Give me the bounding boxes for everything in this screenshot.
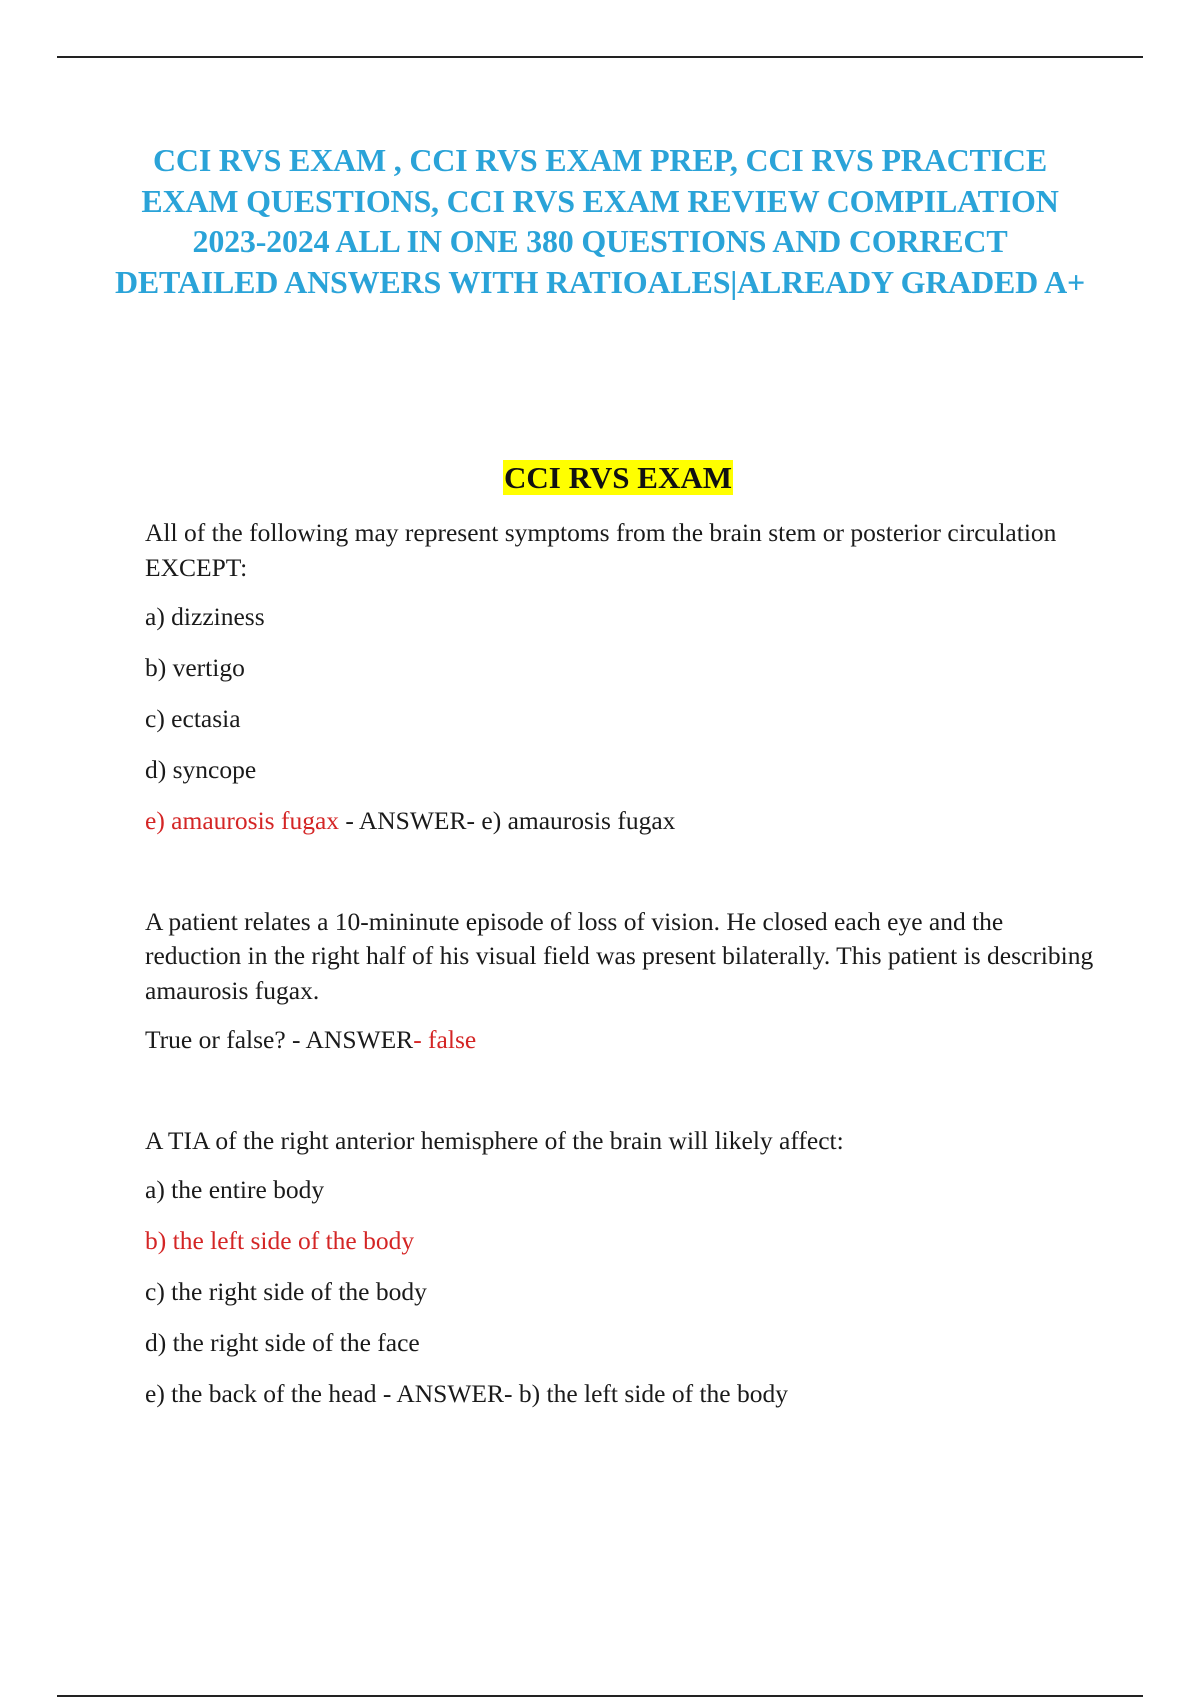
question-2 [145,905,1105,1058]
question-1 [145,516,1105,839]
question-spacer [145,839,1105,905]
question-1-option-b: b) vertigo [145,653,245,682]
top-rule [57,56,1143,58]
section-heading-highlight: CCI RVS EXAM [504,460,732,495]
question-2-prompt-line [145,1023,1105,1058]
question-3-option-c: c) the right side of the body [145,1277,427,1306]
question-3-stem: A TIA of the right anterior hemisphere of the brain will likely affect: [145,1125,844,1155]
question-spacer [145,1058,1105,1124]
question-1-answer: - ANSWER- e) amaurosis fugax [339,806,676,835]
question-3 [145,1124,1105,1412]
question-3-option-a: a) the entire body [145,1175,325,1204]
question-2-stem: A patient relates a 10-mininute episode of loss of vision. He closed each eye and the reduction in the right half of his visual field was present bilaterally. This patient is describing amaurosis fugax. [145,906,1094,1005]
bottom-rule [57,1695,1143,1697]
question-2-answer: - false [413,1025,477,1054]
question-3-option-b: b) the left side of the body [145,1226,415,1255]
question-3-option-e: e) the back of the head - ANSWER- b) the left side of the body [145,1379,788,1408]
question-1-correct-option: e) amaurosis fugax [145,806,340,835]
section-heading [0,458,1200,498]
question-list [145,516,1105,1412]
question-1-option-d: d) syncope [145,755,257,784]
question-3-option-d: d) the right side of the face [145,1328,420,1357]
question-1-option-c: c) ectasia [145,704,241,733]
question-1-stem: All of the following may represent symptoms from the brain stem or posterior circulation EXCEPT: [145,518,1057,582]
question-1-option-a: a) dizziness [145,602,265,631]
question-1-option-e [145,804,1105,839]
document-title: CCI RVS EXAM , CCI RVS EXAM PREP, CCI RVS PRACTICE EXAM QUESTIONS, CCI RVS EXAM REVIEW COMPILATION 2023-2024 ALL IN ONE 380 QUESTIONS AND CORRECT DETAILED ANSWERS WITH RATIOALES|ALREADY GRADED A+ [114,142,1086,300]
question-2-prompt: True or false? - ANSWER [145,1025,414,1054]
